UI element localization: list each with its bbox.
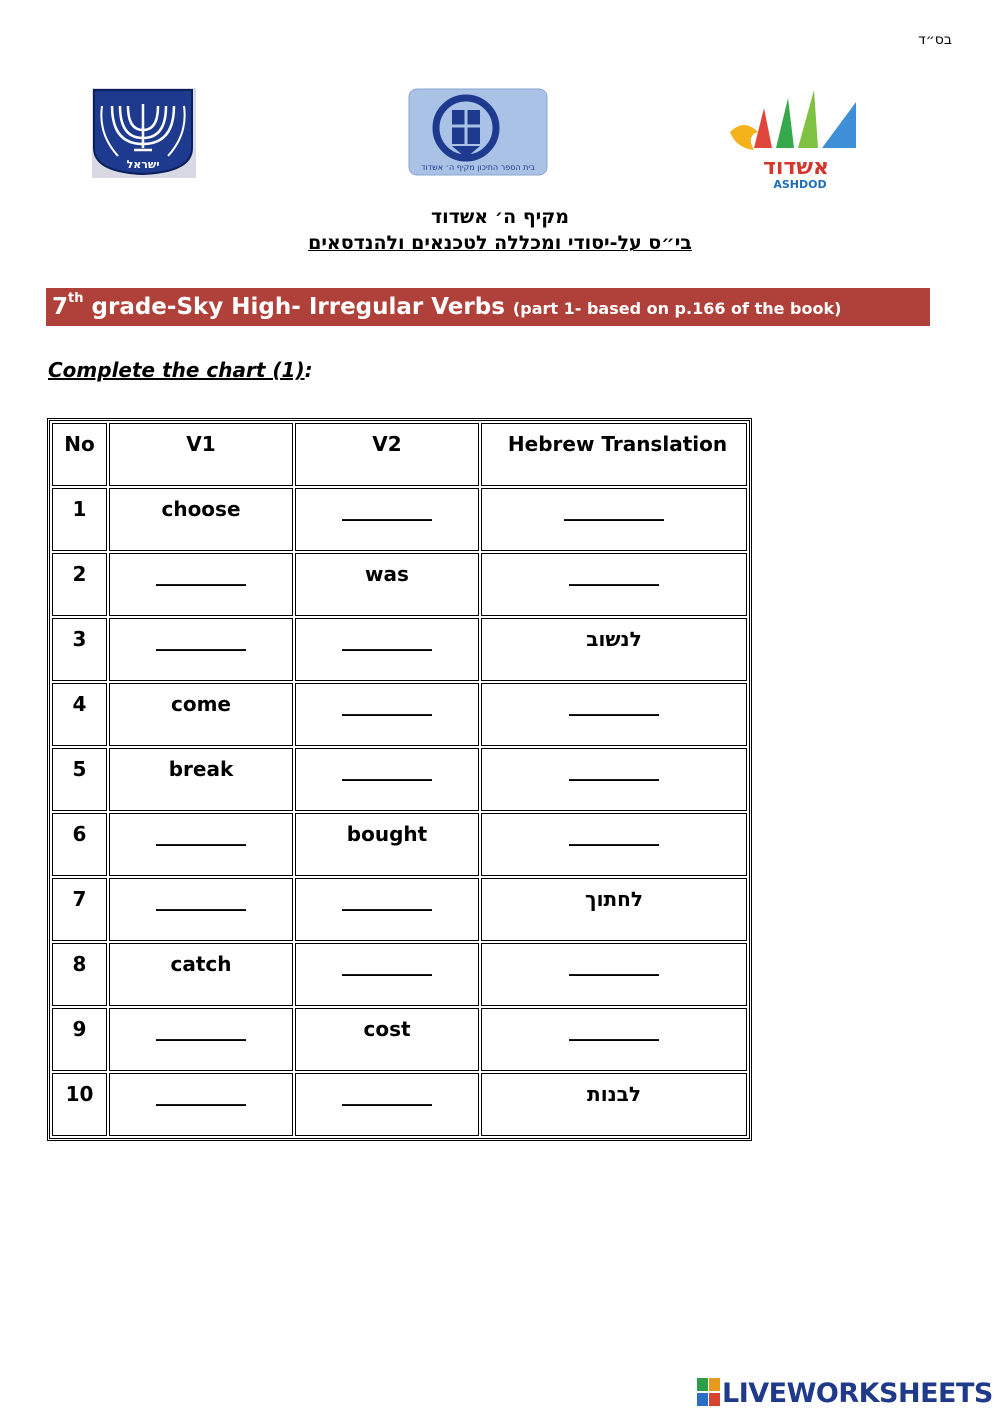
row-v2: was xyxy=(295,553,479,616)
row-hebrew[interactable]: _________ xyxy=(481,1008,747,1071)
table-row xyxy=(52,1073,747,1136)
row-hebrew[interactable]: _________ xyxy=(481,683,747,746)
school-logo-text: בית הספר התיכון מקיף ה׳ אשדוד xyxy=(421,163,535,172)
title-banner xyxy=(46,288,930,326)
header-no: No xyxy=(52,423,107,486)
row-v2[interactable]: _________ xyxy=(295,748,479,811)
table-row xyxy=(52,488,747,551)
table-row xyxy=(52,1008,747,1071)
row-no: 10 xyxy=(52,1073,107,1136)
row-no: 3 xyxy=(52,618,107,681)
row-hebrew[interactable]: _________ xyxy=(481,553,747,616)
row-v2[interactable]: _________ xyxy=(295,943,479,1006)
row-v1[interactable]: _________ xyxy=(109,878,293,941)
banner-title: grade-Sky High- Irregular Verbs xyxy=(83,294,513,320)
ashdod-city-logo xyxy=(724,88,864,192)
table-header-row xyxy=(52,423,747,486)
row-v1[interactable]: _________ xyxy=(109,1008,293,1071)
row-hebrew: לחתוך xyxy=(481,878,747,941)
row-v1: come xyxy=(109,683,293,746)
liveworksheets-logo-icon xyxy=(696,1376,722,1410)
row-v2: cost xyxy=(295,1008,479,1071)
instruction-text: Complete the chart (1) xyxy=(48,358,305,382)
row-v1: catch xyxy=(109,943,293,1006)
school-name xyxy=(150,204,850,256)
table-row xyxy=(52,618,747,681)
city-logo-text: אשדוד xyxy=(762,155,830,180)
table-row xyxy=(52,683,747,746)
verbs-chart xyxy=(47,418,752,1141)
school-logo xyxy=(408,88,548,176)
banner-grade-sup: th xyxy=(68,291,84,306)
row-hebrew: לנשוב xyxy=(481,618,747,681)
banner-grade: 7 xyxy=(52,294,69,320)
row-hebrew[interactable]: _________ xyxy=(481,943,747,1006)
table-row xyxy=(52,878,747,941)
header-v1: V1 xyxy=(109,423,293,486)
row-hebrew: לבנות xyxy=(481,1073,747,1136)
instruction-colon: : xyxy=(304,358,313,382)
row-v1: choose xyxy=(109,488,293,551)
row-hebrew[interactable]: __________ xyxy=(481,488,747,551)
bsd-mark: בס״ד xyxy=(918,32,952,48)
table-row xyxy=(52,748,747,811)
row-v2: bought xyxy=(295,813,479,876)
table-row xyxy=(52,553,747,616)
banner-subtitle: (part 1- based on p.166 of the book) xyxy=(512,299,842,318)
footer-brand[interactable]: LIVEWORKSHEETS xyxy=(722,1378,993,1409)
row-v1: break xyxy=(109,748,293,811)
row-no: 8 xyxy=(52,943,107,1006)
header-hebrew: Hebrew Translation xyxy=(481,423,747,486)
israel-emblem-logo xyxy=(88,86,198,180)
row-no: 6 xyxy=(52,813,107,876)
school-name-line2: בי״ס על-יסודי ומכללה לטכנאים ולהנדסאים xyxy=(308,232,692,254)
row-v1[interactable]: _________ xyxy=(109,553,293,616)
row-v2[interactable]: _________ xyxy=(295,1073,479,1136)
row-no: 7 xyxy=(52,878,107,941)
row-no: 9 xyxy=(52,1008,107,1071)
row-v2[interactable]: _________ xyxy=(295,488,479,551)
row-v1[interactable]: _________ xyxy=(109,618,293,681)
table-row xyxy=(52,943,747,1006)
row-v2[interactable]: _________ xyxy=(295,878,479,941)
instruction xyxy=(48,358,313,382)
table-row xyxy=(52,813,747,876)
header-v2: V2 xyxy=(295,423,479,486)
row-hebrew[interactable]: _________ xyxy=(481,813,747,876)
row-v1[interactable]: _________ xyxy=(109,813,293,876)
row-v2[interactable]: _________ xyxy=(295,683,479,746)
row-no: 5 xyxy=(52,748,107,811)
row-hebrew[interactable]: _________ xyxy=(481,748,747,811)
row-v2[interactable]: _________ xyxy=(295,618,479,681)
row-no: 4 xyxy=(52,683,107,746)
city-logo-text-en: ASHDOD xyxy=(773,178,827,191)
row-v1[interactable]: _________ xyxy=(109,1073,293,1136)
row-no: 2 xyxy=(52,553,107,616)
row-no: 1 xyxy=(52,488,107,551)
school-name-line1: מקיף ה׳ אשדוד xyxy=(431,206,569,228)
emblem-text: ישראל xyxy=(126,158,160,171)
